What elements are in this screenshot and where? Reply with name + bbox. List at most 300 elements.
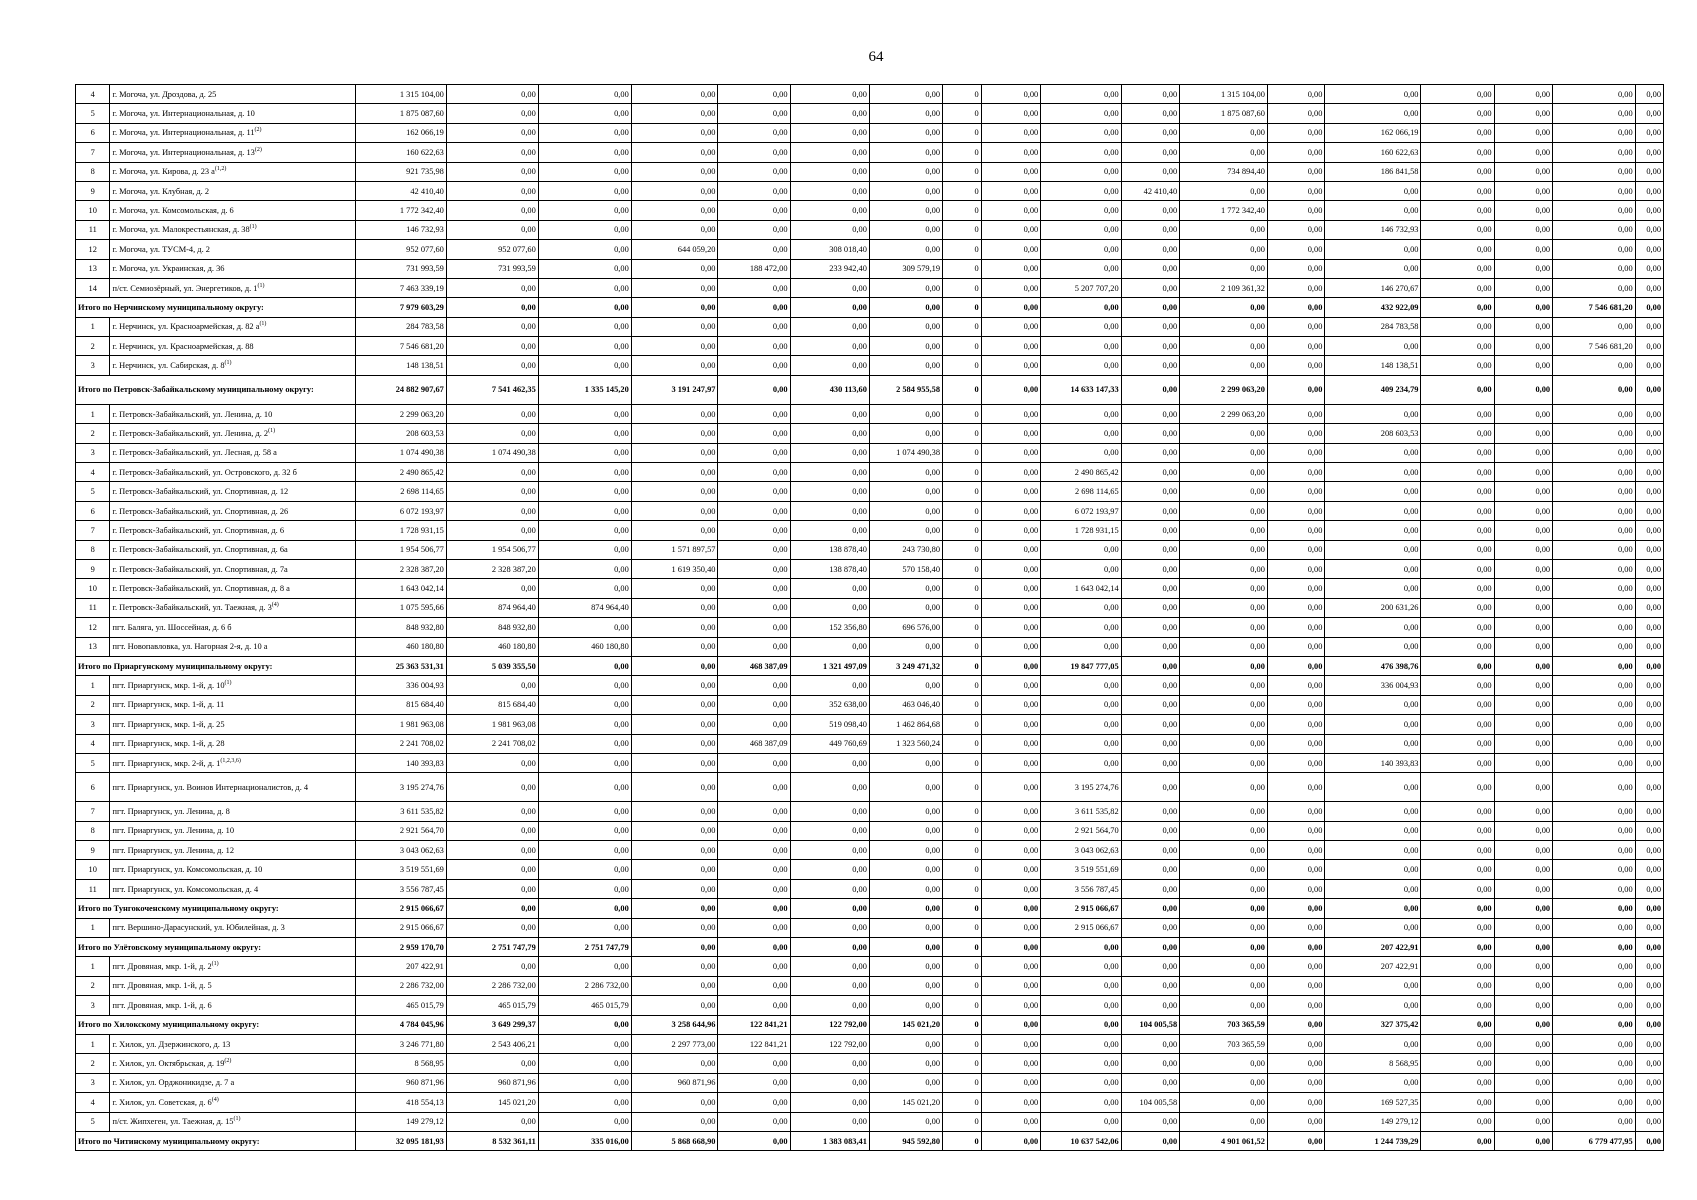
value-cell: 0,00 — [1121, 879, 1180, 898]
value-cell: 0,00 — [981, 579, 1041, 598]
table-row — [76, 259, 1664, 278]
footnote-marker: (4) — [271, 602, 279, 609]
value-cell: 0 — [943, 559, 982, 578]
value-cell: 0,00 — [1121, 482, 1180, 501]
value-cell: 207 422,91 — [355, 957, 446, 976]
value-cell: 0,00 — [1635, 715, 1663, 734]
value-cell: 309 579,19 — [869, 259, 942, 278]
value-cell: 0,00 — [790, 637, 869, 656]
value-cell: 149 279,12 — [1325, 1112, 1421, 1131]
value-cell: 0,00 — [1180, 181, 1268, 200]
value-cell: 0,00 — [718, 278, 790, 297]
value-cell: 0,00 — [1553, 753, 1636, 772]
value-cell: 0,00 — [1121, 676, 1180, 695]
address-cell — [110, 240, 356, 259]
value-cell: 731 993,59 — [355, 259, 446, 278]
value-cell: 1 981 963,08 — [446, 715, 538, 734]
address-text: пгт. Приаргунск, мкр. 2-й, д. 1 — [112, 758, 221, 768]
value-cell: 0 — [943, 976, 982, 995]
value-cell: 25 363 531,31 — [355, 656, 446, 675]
value-cell: 0,00 — [1180, 298, 1268, 317]
table-row — [76, 540, 1664, 559]
value-cell: 0,00 — [981, 676, 1041, 695]
value-cell: 0,00 — [1180, 996, 1268, 1015]
table-row — [76, 1054, 1664, 1073]
value-cell: 0,00 — [869, 521, 942, 540]
value-cell: 2 241 708,02 — [355, 734, 446, 753]
value-cell: 0,00 — [1421, 85, 1494, 104]
value-cell: 0,00 — [1041, 540, 1121, 559]
value-cell: 0,00 — [631, 598, 718, 617]
value-cell: 1 315 104,00 — [355, 85, 446, 104]
value-cell: 0,00 — [631, 220, 718, 239]
address-text: г. Нерчинск, ул. Сабирская, д. 8 — [112, 361, 225, 371]
value-cell: 0,00 — [981, 463, 1041, 482]
value-cell: 0,00 — [1121, 104, 1180, 123]
value-cell: 0,00 — [1494, 1131, 1553, 1150]
value-cell: 0,00 — [1121, 375, 1180, 404]
value-cell: 0,00 — [1635, 879, 1663, 898]
value-cell: 0 — [943, 201, 982, 220]
value-cell: 0,00 — [1267, 337, 1324, 356]
address-cell — [110, 753, 356, 772]
value-cell: 0,00 — [981, 375, 1041, 404]
address-cell — [110, 404, 356, 423]
value-cell: 815 684,40 — [355, 695, 446, 714]
value-cell: 0,00 — [718, 443, 790, 462]
row-number-cell: 8 — [76, 162, 110, 181]
value-cell: 0,00 — [1180, 821, 1268, 840]
value-cell: 0,00 — [631, 337, 718, 356]
value-cell: 0,00 — [869, 879, 942, 898]
value-cell: 0,00 — [790, 1112, 869, 1131]
value-cell: 0,00 — [1494, 337, 1553, 356]
value-cell: 0,00 — [1180, 559, 1268, 578]
value-cell: 0,00 — [446, 1112, 538, 1131]
value-cell: 0,00 — [1180, 501, 1268, 520]
value-cell: 0,00 — [538, 1073, 631, 1092]
value-cell: 0,00 — [1494, 298, 1553, 317]
value-cell: 0 — [943, 463, 982, 482]
value-cell: 0,00 — [1494, 104, 1553, 123]
table-row — [76, 337, 1664, 356]
row-number-cell: 10 — [76, 579, 110, 598]
value-cell: 0,00 — [538, 337, 631, 356]
value-cell: 0,00 — [631, 123, 718, 142]
value-cell: 0,00 — [1635, 976, 1663, 995]
total-row — [76, 1131, 1664, 1150]
value-cell: 1 074 490,38 — [869, 443, 942, 462]
value-cell: 169 527,35 — [1325, 1093, 1421, 1112]
address-text: пгт. Новопавловка, ул. Нагорная 2-я, д. 10 а — [112, 642, 268, 652]
value-cell: 2 297 773,00 — [631, 1034, 718, 1053]
value-cell: 145 021,20 — [869, 1015, 942, 1034]
value-cell: 0,00 — [538, 618, 631, 637]
value-cell: 0,00 — [790, 773, 869, 802]
value-cell: 0,00 — [1421, 695, 1494, 714]
value-cell: 0,00 — [1041, 1112, 1121, 1131]
value-cell: 1 728 931,15 — [1041, 521, 1121, 540]
value-cell: 0,00 — [1180, 879, 1268, 898]
value-cell: 0,00 — [1121, 753, 1180, 772]
value-cell: 0,00 — [1421, 579, 1494, 598]
value-cell: 696 576,00 — [869, 618, 942, 637]
value-cell: 0 — [943, 540, 982, 559]
value-cell: 0,00 — [1267, 598, 1324, 617]
value-cell: 0,00 — [1041, 695, 1121, 714]
value-cell: 0,00 — [538, 259, 631, 278]
value-cell: 0,00 — [1267, 1112, 1324, 1131]
value-cell: 0,00 — [790, 337, 869, 356]
value-cell: 0,00 — [1121, 501, 1180, 520]
value-cell: 0,00 — [1635, 317, 1663, 336]
value-cell: 0,00 — [1635, 404, 1663, 423]
value-cell: 0,00 — [1553, 1034, 1636, 1053]
value-cell: 0,00 — [1553, 637, 1636, 656]
value-cell: 0,00 — [1421, 298, 1494, 317]
value-cell: 0,00 — [631, 860, 718, 879]
value-cell: 0,00 — [1041, 201, 1121, 220]
value-cell: 0,00 — [790, 104, 869, 123]
value-cell: 0,00 — [1041, 240, 1121, 259]
value-cell: 4 901 061,52 — [1180, 1131, 1268, 1150]
value-cell: 0,00 — [1553, 559, 1636, 578]
value-cell: 0,00 — [538, 501, 631, 520]
value-cell: 0,00 — [981, 85, 1041, 104]
value-cell: 0,00 — [1041, 181, 1121, 200]
value-cell: 0,00 — [1494, 375, 1553, 404]
value-cell: 0,00 — [538, 123, 631, 142]
value-cell: 1 383 083,41 — [790, 1131, 869, 1150]
address-text: г. Могоча, ул. Украинская, д. 36 — [112, 264, 225, 274]
total-row — [76, 298, 1664, 317]
value-cell: 0,00 — [981, 1073, 1041, 1092]
address-text: пгт. Приаргунск, ул. Воинов Интернационалистов, д. 4 — [112, 782, 309, 792]
value-cell: 0,00 — [1041, 404, 1121, 423]
value-cell: 0,00 — [1553, 356, 1636, 375]
value-cell: 0,00 — [631, 938, 718, 957]
value-cell: 960 871,96 — [631, 1073, 718, 1092]
value-cell: 874 964,40 — [538, 598, 631, 617]
value-cell: 0,00 — [446, 773, 538, 802]
value-cell: 1 323 560,24 — [869, 734, 942, 753]
value-cell: 0,00 — [981, 298, 1041, 317]
value-cell: 0,00 — [1635, 85, 1663, 104]
value-cell: 0,00 — [1553, 676, 1636, 695]
value-cell: 0,00 — [1041, 1073, 1121, 1092]
value-cell: 0,00 — [718, 1054, 790, 1073]
value-cell: 0,00 — [718, 337, 790, 356]
value-cell: 0,00 — [1421, 201, 1494, 220]
address-cell — [110, 996, 356, 1015]
row-number-cell: 12 — [76, 618, 110, 637]
value-cell: 0,00 — [631, 879, 718, 898]
address-cell — [110, 957, 356, 976]
value-cell: 207 422,91 — [1325, 957, 1421, 976]
value-cell: 0,00 — [446, 337, 538, 356]
address-text: г. Петровск-Забайкальский, ул. Лесная, д. 58 а — [112, 448, 277, 458]
value-cell: 0,00 — [1325, 918, 1421, 937]
value-cell: 0 — [943, 996, 982, 1015]
value-cell: 0,00 — [718, 540, 790, 559]
value-cell: 1 321 497,09 — [790, 656, 869, 675]
value-cell: 0,00 — [1421, 482, 1494, 501]
value-cell: 0,00 — [718, 104, 790, 123]
value-cell: 336 004,93 — [355, 676, 446, 695]
value-cell: 0,00 — [1421, 598, 1494, 617]
value-cell: 0,00 — [1325, 559, 1421, 578]
value-cell: 0,00 — [1494, 579, 1553, 598]
value-cell: 0,00 — [631, 404, 718, 423]
total-label-cell: Итого по Тунгокоченскому муниципальному округу: — [76, 899, 356, 918]
value-cell: 0,00 — [1041, 220, 1121, 239]
value-cell: 874 964,40 — [446, 598, 538, 617]
value-cell: 0,00 — [718, 860, 790, 879]
value-cell: 0,00 — [981, 162, 1041, 181]
value-cell: 0,00 — [1325, 860, 1421, 879]
value-cell: 0,00 — [790, 860, 869, 879]
value-cell: 0,00 — [869, 918, 942, 937]
value-cell: 2 299 063,20 — [1180, 404, 1268, 423]
value-cell: 0,00 — [631, 1054, 718, 1073]
value-cell: 0,00 — [1494, 802, 1553, 821]
value-cell: 0,00 — [981, 356, 1041, 375]
value-cell: 0,00 — [869, 482, 942, 501]
value-cell: 2 299 063,20 — [1180, 375, 1268, 404]
value-cell: 0,00 — [1553, 996, 1636, 1015]
value-cell: 0,00 — [981, 104, 1041, 123]
value-cell: 0,00 — [869, 598, 942, 617]
value-cell: 0,00 — [1325, 618, 1421, 637]
address-text: пгт. Приаргунск, ул. Комсомольская, д. 10 — [112, 865, 263, 875]
value-cell: 1 954 506,77 — [355, 540, 446, 559]
value-cell: 0 — [943, 1015, 982, 1034]
footnote-marker: (1) — [249, 224, 257, 231]
value-cell: 0,00 — [1267, 996, 1324, 1015]
row-number-cell: 13 — [76, 637, 110, 656]
value-cell: 0,00 — [1325, 337, 1421, 356]
value-cell: 0,00 — [1553, 1073, 1636, 1092]
address-text: пгт. Приаргунск, ул. Ленина, д. 12 — [112, 845, 235, 855]
value-cell: 0,00 — [1180, 976, 1268, 995]
value-cell: 0,00 — [981, 821, 1041, 840]
value-cell: 0,00 — [1421, 753, 1494, 772]
value-cell: 0,00 — [1041, 104, 1121, 123]
value-cell: 284 783,58 — [355, 317, 446, 336]
value-cell: 0,00 — [1421, 860, 1494, 879]
value-cell: 0,00 — [718, 463, 790, 482]
row-number-cell: 9 — [76, 181, 110, 200]
value-cell: 0,00 — [1041, 298, 1121, 317]
value-cell: 0,00 — [1553, 1112, 1636, 1131]
value-cell: 0,00 — [790, 404, 869, 423]
value-cell: 0,00 — [1421, 162, 1494, 181]
value-cell: 0,00 — [538, 278, 631, 297]
value-cell: 0,00 — [869, 501, 942, 520]
value-cell: 0,00 — [1635, 559, 1663, 578]
value-cell: 0,00 — [718, 695, 790, 714]
value-cell: 0,00 — [1553, 317, 1636, 336]
value-cell: 0,00 — [538, 1054, 631, 1073]
value-cell: 0,00 — [1180, 637, 1268, 656]
address-cell — [110, 860, 356, 879]
value-cell: 0,00 — [790, 162, 869, 181]
value-cell: 2 959 170,70 — [355, 938, 446, 957]
value-cell: 0,00 — [1121, 278, 1180, 297]
value-cell: 3 611 535,82 — [1041, 802, 1121, 821]
value-cell: 2 286 732,00 — [446, 976, 538, 995]
value-cell: 2 751 747,79 — [446, 938, 538, 957]
value-cell: 0,00 — [790, 676, 869, 695]
table-row — [76, 841, 1664, 860]
value-cell: 0 — [943, 676, 982, 695]
value-cell: 0 — [943, 278, 982, 297]
value-cell: 0,00 — [790, 918, 869, 937]
value-cell: 0,00 — [1553, 240, 1636, 259]
value-cell: 0,00 — [790, 579, 869, 598]
value-cell: 0,00 — [631, 996, 718, 1015]
value-cell: 0,00 — [1325, 802, 1421, 821]
value-cell: 0,00 — [790, 1093, 869, 1112]
value-cell: 7 463 339,19 — [355, 278, 446, 297]
footnote-marker: (1,2,3,6) — [220, 757, 241, 764]
value-cell: 0,00 — [1421, 996, 1494, 1015]
value-cell: 0,00 — [1553, 1015, 1636, 1034]
report-table — [75, 84, 1664, 1151]
row-number-cell: 5 — [76, 1112, 110, 1131]
value-cell: 0,00 — [631, 85, 718, 104]
value-cell: 0,00 — [631, 841, 718, 860]
value-cell: 0,00 — [981, 259, 1041, 278]
value-cell: 0,00 — [538, 695, 631, 714]
address-text: пгт. Приаргунск, ул. Комсомольская, д. 4 — [112, 884, 259, 894]
value-cell: 0,00 — [1635, 773, 1663, 802]
value-cell: 0,00 — [1553, 918, 1636, 937]
value-cell: 0 — [943, 521, 982, 540]
value-cell: 0,00 — [981, 1093, 1041, 1112]
row-number-cell: 5 — [76, 104, 110, 123]
value-cell: 0,00 — [1180, 123, 1268, 142]
value-cell: 0,00 — [718, 143, 790, 162]
row-number-cell: 11 — [76, 220, 110, 239]
address-text: г. Петровск-Забайкальский, ул. Островского, д. 32 б — [112, 467, 297, 477]
value-cell: 0,00 — [869, 957, 942, 976]
address-cell — [110, 143, 356, 162]
value-cell: 0,00 — [1267, 1093, 1324, 1112]
value-cell: 460 180,80 — [538, 637, 631, 656]
value-cell: 0,00 — [1267, 521, 1324, 540]
value-cell: 0,00 — [790, 443, 869, 462]
value-cell: 731 993,59 — [446, 259, 538, 278]
value-cell: 0,00 — [538, 1034, 631, 1053]
value-cell: 0,00 — [538, 860, 631, 879]
value-cell: 0,00 — [1121, 598, 1180, 617]
value-cell: 0,00 — [446, 579, 538, 598]
value-cell: 0,00 — [790, 220, 869, 239]
value-cell: 0,00 — [718, 598, 790, 617]
value-cell: 0,00 — [1180, 899, 1268, 918]
value-cell: 0,00 — [1494, 143, 1553, 162]
value-cell: 0,00 — [869, 996, 942, 1015]
value-cell: 0,00 — [718, 201, 790, 220]
value-cell: 848 932,80 — [446, 618, 538, 637]
address-cell — [110, 841, 356, 860]
value-cell: 3 249 471,32 — [869, 656, 942, 675]
value-cell: 140 393,83 — [355, 753, 446, 772]
value-cell: 0,00 — [1325, 259, 1421, 278]
value-cell: 0,00 — [1494, 821, 1553, 840]
value-cell: 0,00 — [869, 821, 942, 840]
value-cell: 0,00 — [446, 424, 538, 443]
value-cell: 0,00 — [869, 802, 942, 821]
value-cell: 0,00 — [718, 938, 790, 957]
value-cell: 0,00 — [1267, 404, 1324, 423]
value-cell: 1 619 350,40 — [631, 559, 718, 578]
value-cell: 0,00 — [1041, 443, 1121, 462]
value-cell: 0,00 — [1635, 1131, 1663, 1150]
value-cell: 0,00 — [718, 676, 790, 695]
value-cell: 0,00 — [1325, 734, 1421, 753]
value-cell: 0,00 — [1553, 1093, 1636, 1112]
value-cell: 2 328 387,20 — [355, 559, 446, 578]
value-cell: 0,00 — [790, 821, 869, 840]
table-row — [76, 404, 1664, 423]
address-text: пгт. Дровяная, мкр. 1-й, д. 6 — [112, 1000, 212, 1010]
value-cell: 0,00 — [538, 879, 631, 898]
value-cell: 0,00 — [631, 1112, 718, 1131]
value-cell: 2 915 066,67 — [355, 899, 446, 918]
value-cell: 0,00 — [1421, 501, 1494, 520]
value-cell: 208 603,53 — [1325, 424, 1421, 443]
total-label-cell: Итого по Петровск-Забайкальскому муниципальному округу: — [76, 375, 356, 404]
value-cell: 186 841,58 — [1325, 162, 1421, 181]
value-cell: 0,00 — [981, 1131, 1041, 1150]
value-cell: 0,00 — [1494, 637, 1553, 656]
value-cell: 0,00 — [1553, 424, 1636, 443]
address-text: г. Могоча, ул. Интернациональная, д. 13 — [112, 147, 255, 157]
value-cell: 0,00 — [790, 957, 869, 976]
value-cell: 0,00 — [446, 1054, 538, 1073]
value-cell: 207 422,91 — [1325, 938, 1421, 957]
value-cell: 0,00 — [981, 656, 1041, 675]
value-cell: 0,00 — [1267, 259, 1324, 278]
value-cell: 138 878,40 — [790, 559, 869, 578]
address-cell — [110, 879, 356, 898]
value-cell: 0,00 — [1635, 918, 1663, 937]
value-cell: 0,00 — [718, 1073, 790, 1092]
value-cell: 0,00 — [1325, 899, 1421, 918]
value-cell: 0,00 — [1553, 540, 1636, 559]
footnote-marker: (2) — [224, 1058, 232, 1065]
row-number-cell: 3 — [76, 443, 110, 462]
table-row — [76, 85, 1664, 104]
row-number-cell: 3 — [76, 996, 110, 1015]
value-cell: 5 039 355,50 — [446, 656, 538, 675]
value-cell: 0,00 — [981, 899, 1041, 918]
value-cell: 945 592,80 — [869, 1131, 942, 1150]
value-cell: 0,00 — [1267, 918, 1324, 937]
value-cell: 0,00 — [1494, 162, 1553, 181]
table-row — [76, 879, 1664, 898]
value-cell: 2 915 066,67 — [1041, 918, 1121, 937]
value-cell: 0,00 — [631, 443, 718, 462]
address-cell — [110, 773, 356, 802]
value-cell: 0,00 — [1180, 240, 1268, 259]
value-cell: 0 — [943, 1073, 982, 1092]
value-cell: 0,00 — [1494, 618, 1553, 637]
address-cell — [110, 424, 356, 443]
table-row — [76, 501, 1664, 520]
